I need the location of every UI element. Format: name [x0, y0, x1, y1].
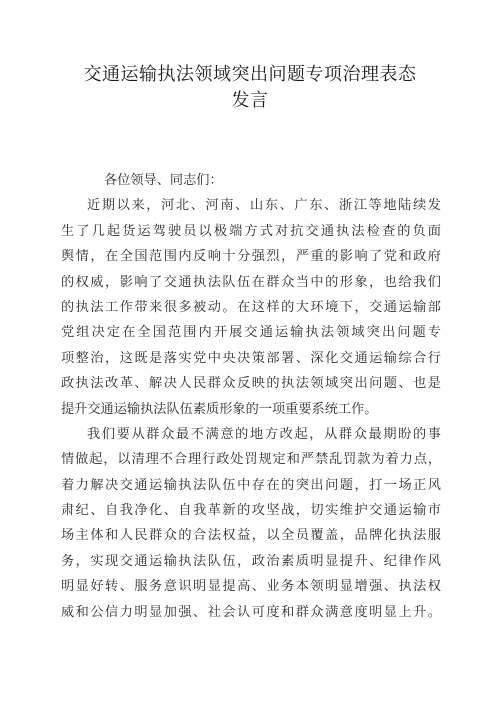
paragraph-line: 务，实现交通运输执法队伍，政治素质明显提升、纪律作风 [61, 553, 441, 569]
paragraph-line: 场主体和人民群众的合法权益，以全员覆盖，品牌化执法服 [61, 528, 441, 544]
paragraph-1 [61, 193, 441, 422]
paragraph-line: 情做起，以清理不合理行政处罚规定和严禁乱罚款为着力点， [61, 452, 441, 468]
paragraph-line: 威和公信力明显加强、社会认可度和群众满意度明显上升。 [61, 604, 441, 620]
document-body [61, 168, 441, 625]
paragraph-line: 我们要从群众最不满意的地方改起，从群众最期盼的事 [87, 426, 441, 442]
title-line-2: 发言 [231, 90, 269, 111]
paragraph-line: 政执法改革、解决人民群众反映的执法领域突出问题、也是 [61, 376, 441, 392]
paragraph-line: 生了几起货运驾驶员以极端方式对抗交通执法检查的负面 [61, 223, 441, 239]
paragraph-line: 的执法工作带来很多被动。在这样的大环境下，交通运输部 [61, 299, 441, 315]
paragraph-line: 近期以来，河北、河南、山东、广东、浙江等地陆续发 [87, 198, 441, 214]
paragraph-line: 项整治，这既是落实党中央决策部署、深化交通运输综合行 [61, 350, 441, 366]
paragraph-2 [61, 422, 441, 625]
paragraph-line: 的权威，影响了交通执法队伍在群众当中的形象，也给我们 [61, 274, 441, 290]
paragraph-line: 党组决定在全国范围内开展交通运输执法领域突出问题专 [61, 325, 441, 341]
paragraph-line: 着力解决交通运输执法队伍中存在的突出问题，打一场正风 [61, 477, 441, 493]
salutation: 各位领导、同志们： [104, 173, 223, 188]
paragraph-line: 舆情，在全国范围内反响十分强烈，严重的影响了党和政府 [61, 249, 441, 265]
paragraph-line: 明显好转、服务意识明显提高、业务本领明显增强、执法权 [61, 579, 441, 595]
paragraph-line: 肃纪、自我净化、自我革新的攻坚战，切实维护交通运输市 [61, 503, 441, 519]
document-title [60, 62, 440, 114]
title-line-1: 交通运输执法领域突出问题专项治理表态 [83, 64, 417, 85]
paragraph-line: 提升交通运输执法队伍素质形象的一项重要系统工作。 [61, 401, 378, 417]
